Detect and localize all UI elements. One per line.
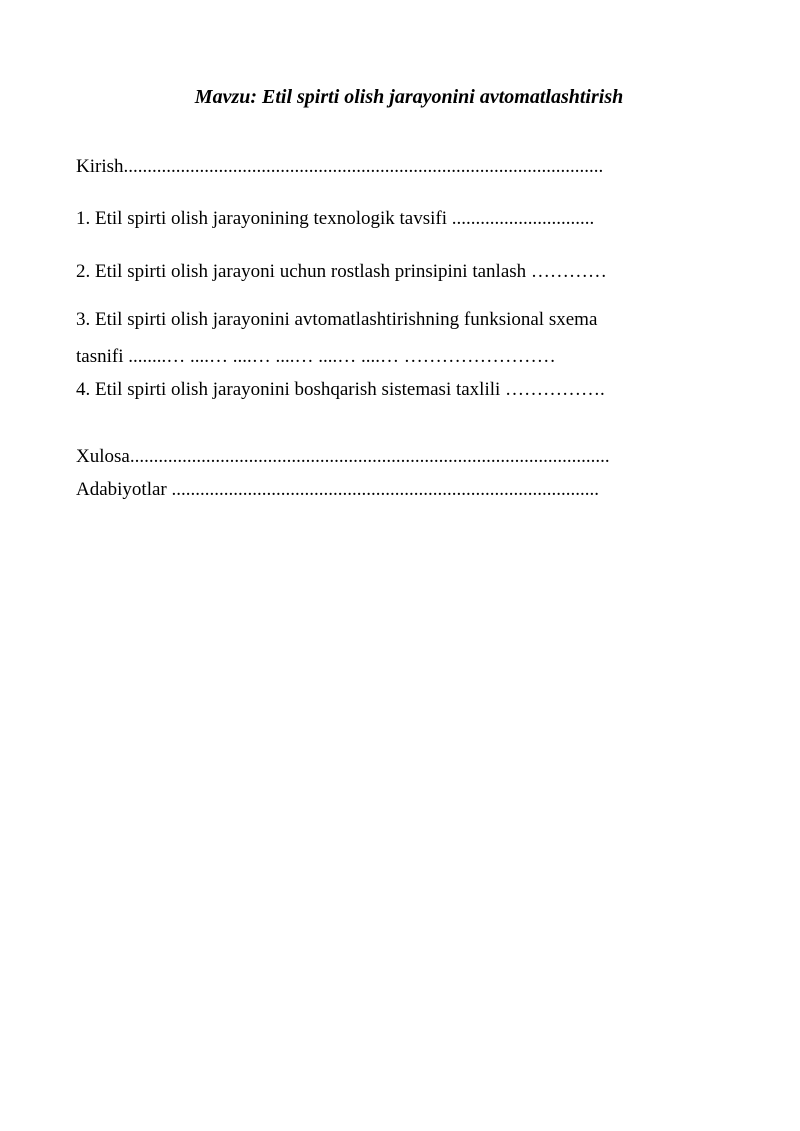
toc-entry-4: 4. Etil spirti olish jarayonini boshqarish sistemasi taxlili ……………. (76, 379, 605, 400)
toc-entry-2: 2. Etil spirti olish jarayoni uchun rostlash prinsipini tanlash ………… (76, 261, 607, 282)
toc-entry-3-line-1: 3. Etil spirti olish jarayonini avtomatlashtirishning funksional sxema (76, 309, 598, 330)
toc-entry-xulosa: Xulosa..................................................................................................... (76, 446, 610, 467)
toc-entry-kirish: Kirish..................................................................................................... (76, 156, 604, 177)
toc-entry-3-line-2: tasnifi ........… ....… ....… ....… ....… ....… …………………… (76, 346, 556, 367)
page-title: Mavzu: Etil spirti olish jarayonini avtomatlashtirish (194, 86, 624, 108)
toc-entry-1: 1. Etil spirti olish jarayonining texnologik tavsifi .............................. (76, 208, 595, 229)
toc-entry-adabiyotlar: Adabiyotlar .......................................................................................... (76, 479, 600, 500)
